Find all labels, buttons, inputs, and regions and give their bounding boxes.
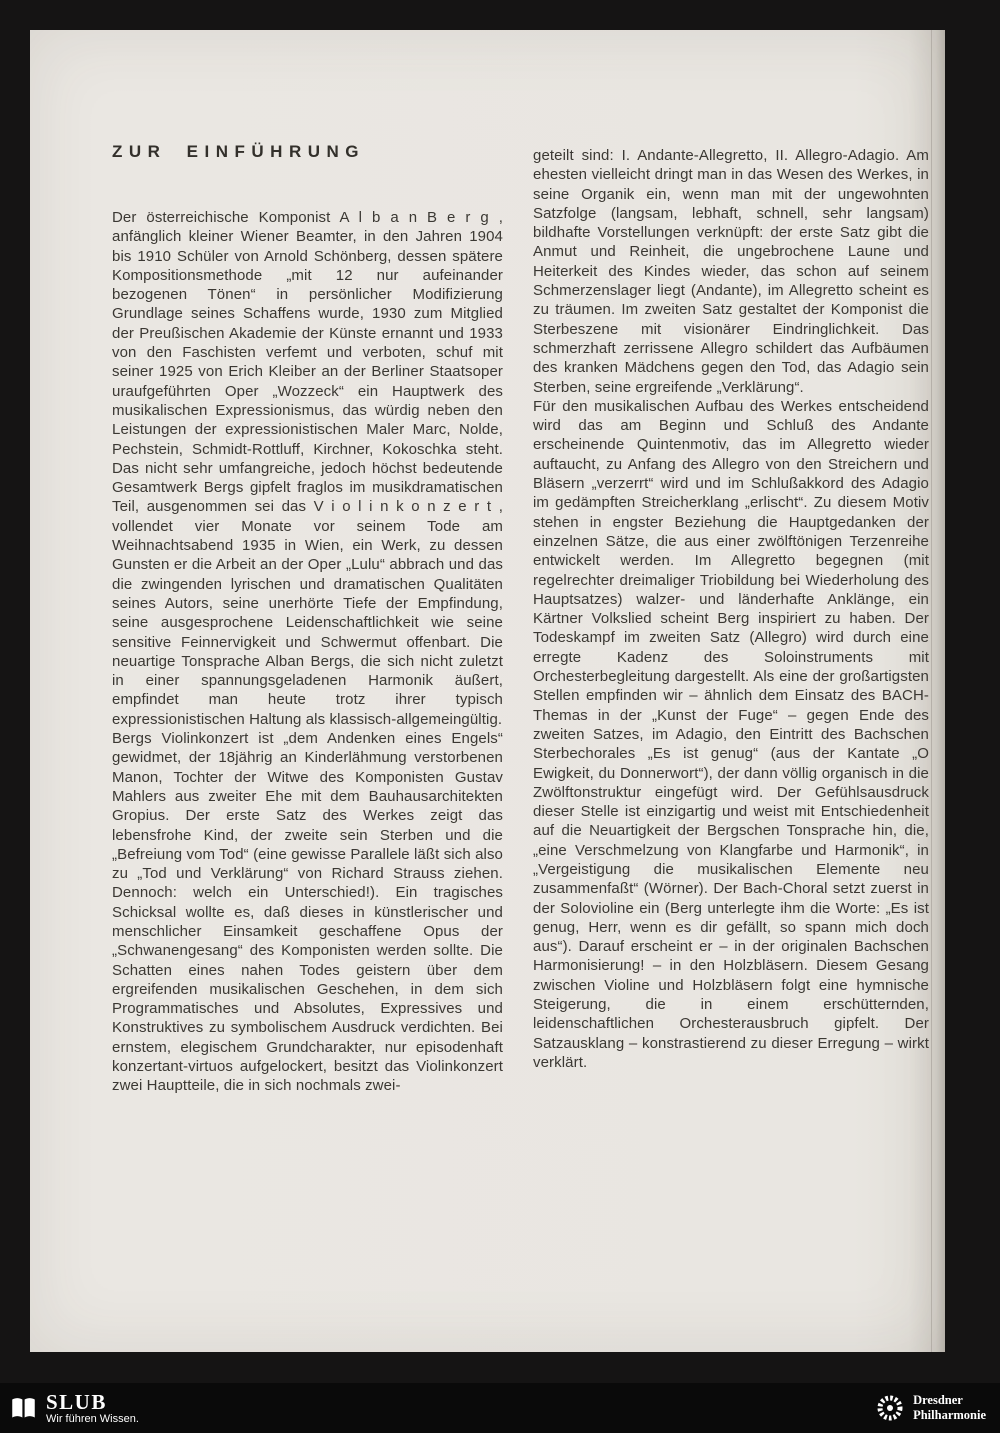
page-title: ZUR EINFÜHRUNG <box>112 142 365 161</box>
philharmonie-text-block <box>913 1393 986 1423</box>
page-fold-line <box>931 30 932 1352</box>
text-column-left <box>112 208 503 1096</box>
paragraph: Bergs Violinkonzert ist „dem Andenken eines Engels“ gewidmet, der 18jährig an Kinderlähmung verstorbenen Manon, Tochter der Witwe des Komponisten Gustav Mahlers aus zweiter Ehe mit dem Bauhausarchitekten Gropius. Der erste Satz des Werkes zeigt das lebensfrohe Kind, der zweite sein Sterben und die „Befreiung vom Tod“ (eine gewisse Parallele läßt sich also zu „Tod und Verklärung“ von Richard Strauss ziehen. Dennoch: welch ein Unterschied!). Ein tragisches Schicksal wollte es, daß dieses in künstlerischer und menschlicher Einsamkeit geschaffene Opus der „Schwanengesang“ des Komponisten werden sollte. Die Schatten eines nahen Todes geistern über dem ergreifenden musikalischen Geschehen, in dem sich Programmatisches und Absolutes, Expressives und Konstruktives zu symbolischem Ausdruck verdichten. Bei ernstem, elegischem Grundcharakter, nur episodenhaft konzertant-virtuos aufgelockert, besitzt das Violinkonzert zwei Hauptteile, die in sich nochmals zwei- <box>112 730 503 1095</box>
paragraph: Der österreichische Komponist A l b a n B e r g , anfänglich kleiner Wiener Beamter, in den Jahren 1904 bis 1910 Schüler von Arnold Schönberg, dessen spätere Kompositionsmethode „mit 12 nur aufeinander bezogenen Tönen“ in persönlicher Modifizierung Grundlage seines Schaffens wurde, 1930 zum Mitglied der Preußischen Akademie der Künste ernannt und 1933 von den Faschisten verfemt und verboten, schuf mit seiner 1925 von Erich Kleiber an der Berliner Staatsoper uraufgeführten Oper „Wozzeck“ ein Hauptwerk des musikalischen Expressionismus, das würdig neben den Leistungen der expressionistischen Maler Marc, Nolde, Pechstein, Schmidt-Rottluff, Kirchner, Kokoschka steht. Das nicht sehr umfangreiche, jedoch höchst bedeutende Gesamtwerk Bergs gipfelt fraglos im musikdramatischen Teil, ausgenommen sei das V i o l i n k o n z e r t , vollendet vier Monate vor seinem Tode am Weihnachtsabend 1935 in Wien, ein Werk, zu dessen Gunsten er die Arbeit an der Oper „Lulu“ abbrach und das die zwingenden lyrischen und dramatischen Qualitäten seines Autors, seine unerhörte Tiefe der Empfindung, seine ausgesprochene Leidenschaftlichkeit wie seine sensitive Feinnervigkeit und Schwermut offenbart. Die neuartige Tonsprache Alban Bergs, die sich nicht zuletzt in einer spannungsgeladenen Harmonik äußert, empfindet man heute trotz ihrer typisch expressionistischen Haltung als klassisch-allgemeingültig. <box>112 209 503 728</box>
slub-text-block <box>46 1391 139 1426</box>
philharmonie-branding <box>875 1393 986 1423</box>
philharmonie-name-line2: Philharmonie <box>913 1408 986 1422</box>
slub-logo-text: SLUB <box>46 1389 107 1414</box>
footer-bar <box>0 1383 1000 1433</box>
slub-book-icon <box>10 1395 37 1422</box>
paragraph: geteilt sind: I. Andante-Allegretto, II. Allegro-Adagio. Am ehesten vielleicht dringt man in das Wesen des Werkes, in seine Organik ein, wenn man mit der ungewohnten Satzfolge (langsam, lebhaft, schnell, sehr langsam) bildhafte Vorstellungen verknüpft: der erste Satz gibt die Anmut und Reinheit, die ungebrochene Laune und Heiterkeit des Kindes wieder, das schon auf seinem Schmerzenslager liegt (Andante), im Allegretto scheint es zu träumen. Im zweiten Satz gestaltet der Komponist die Sterbeszene mit visionärer Eindringlichkeit. Das schmerzhaft zerrissene Allegro schildert das Aufbäumen des kranken Mädchens gegen den Tod, das Adagio sein Sterben, seine ergreifende „Verklärung“. <box>533 147 929 396</box>
philharmonie-logo-icon <box>875 1393 905 1423</box>
slub-branding <box>10 1391 139 1426</box>
scanned-page <box>30 30 945 1352</box>
text-column-right <box>533 146 929 1072</box>
philharmonie-name-line1: Dresdner <box>913 1393 963 1407</box>
slub-tagline: Wir führen Wissen. <box>46 1412 139 1425</box>
paragraph: Für den musikalischen Aufbau des Werkes entscheidend wird das am Beginn und Schluß des Andante erscheinende Quintenmotiv, das im Allegretto wieder auftaucht, zu Anfang des Allegro von den Streichern und Bläsern „verzerrt“ wird und im Schlußakkord des Adagio im gedämpften Streicherklang „erlischt“. Zu diesem Motiv stehen in engster Beziehung die Hauptgedanken der einzelnen Sätze, die aus einer zwölftönigen Terzenreihe entwickelt werden. Im Allegretto begegnen (mit regelrechter dreimaliger Triobildung bei Wiederholung des Hauptsatzes) walzer- und länderhafte Anklänge, ein Kärtner Volkslied scheint Berg inspiriert zu haben. Der Todeskampf im zweiten Satz (Allegro) wird durch eine erregte Kadenz des Soloinstruments mit Orchesterbegleitung dargestellt. Als eine der großartigsten Stellen empfinden wir – ähnlich dem Einsatz des BACH-Themas in der „Kunst der Fuge“ – gegen Ende des zweiten Satzes, im Adagio, den Eintritt des Bachschen Sterbechorales „Es ist genug“ (aus der Kantate „O Ewigkeit, du Donnerwort“), der dann völlig organisch in die Zwölftonstruktur eingefügt wird. Der Gefühlsausdruck dieser Stelle ist einzigartig und weist mit Entschiedenheit auf die Neuartigkeit der Bergschen Tonsprache hin, die, „eine Verschmelzung von Klangfarbe und Harmonik“, in „Vergeistigung die musikalischen Elemente neu zusammenfaßt“ (Wörner). Der Bach-Choral setzt zuerst in der Solovioline ein (Berg unterlegte ihm die Worte: „Es ist genug, Herr, wenn es dir gefällt, so spann mich doch aus“). Darauf erscheint er – in der originalen Bachschen Harmonisierung! – in den Holzbläsern. Diesem Gesang zwischen Violine und Holzbläsern folgt eine hymnische Steigerung, die in einem erschütternden, leidenschaftlichen Orchesterausbruch gipfelt. Der Satzausklang – konstrastierend zu dieser Erregung – wirkt verklärt. <box>533 397 929 1071</box>
